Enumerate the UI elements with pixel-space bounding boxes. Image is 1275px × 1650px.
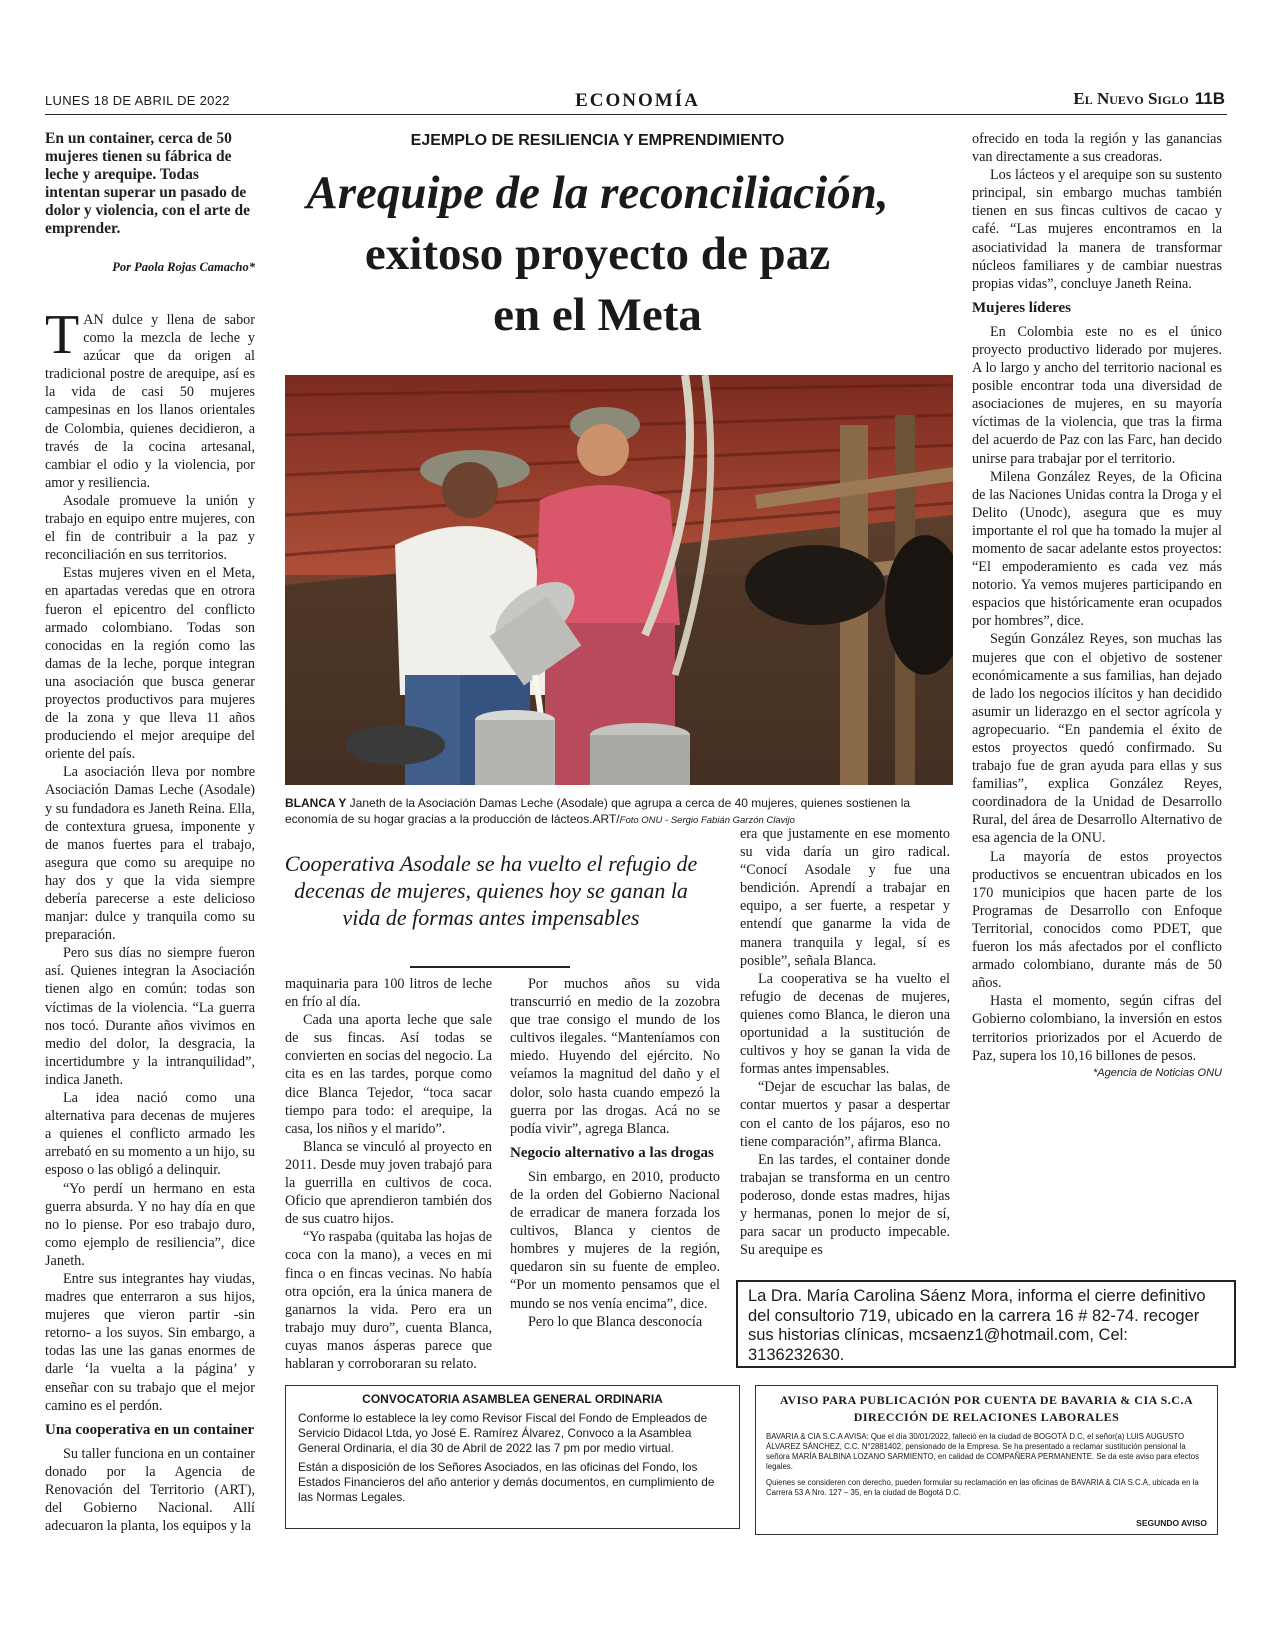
masthead xyxy=(1073,89,1225,109)
ad-title: AVISO PARA PUBLICACIÓN POR CUENTA DE BAVARIA & CIA S.C.A xyxy=(779,1393,1194,1407)
paragraph: “Yo perdí un hermano en esta guerra absurda. Y no hay día en que no lo piense. Por eso trabajo duro, como ejemplo de resiliencia”, dice Janeth. xyxy=(45,1180,255,1269)
ad-text: BAVARIA & CIA S.C.A AVISA: Que el día 30/01/2022, falleció en la ciudad de BOGOTÁ D.C, el señor(a) LUIS AUGUSTO ÁLVAREZ SÁNCHEZ, C.C. N°2881402, pensionado de la Empresa. Se ha presentado a reclamar sustitución pensional la señora MARÍA BALBINA LOZANO SARMIENTO, en calidad de COMPAÑERA PERMANENTE. Se da este aviso para efectos legales. xyxy=(766,1432,1200,1471)
column-1 xyxy=(45,130,255,1535)
classified-consultorio: La Dra. María Carolina Sáenz Mora, informa el cierre definitivo del consultorio 719, ubicado en la carrera 16 # 82-74. recoger sus historias clínicas, mcsaenz1@hotmail.com, Cel: 3136232630. xyxy=(736,1280,1236,1368)
paragraph: Pero lo que Blanca desconocía xyxy=(528,1313,703,1330)
paragraph: La cooperativa se ha vuelto el refugio de decenas de mujeres, quienes como Blanca, le dieron una oportunidad a la sustitución de cultivos y hoy se ganan la vida de formas antes impensables. xyxy=(740,970,950,1078)
ad-text: Quienes se consideren con derecho, pueden formular su reclamación en las oficinas de BAVARIA & CIA S.C.A, ubicada en la Carrera 53 A Nro. 127 – 35, en la ciudad de Bogotá D.C. xyxy=(766,1478,1199,1497)
paragraph: Los lácteos y el arequipe son su sustento principal, sin embargo muchas también tienen en sus fincas cultivos de cacao y café. “Las mujeres encontramos en la asociatividad la manera de transformar núcleos familiares y de cambiar nuestras propias vidas”, concluye Janeth Reina. xyxy=(972,167,1222,292)
ad-subtitle: DIRECCIÓN DE RELACIONES LABORALES xyxy=(853,1410,1120,1424)
paragraph: Cada una aporta leche que sale de sus fincas. Así todas se convierten en socias del negocio. La cita es en las tardes, porque como dice Blanca Tejedor, “toca sacar tiempo para todo: el arequipe, la casa, los niños y el marido”. xyxy=(285,1012,492,1137)
paragraph: era que justamente en ese momento su vida daría un giro radical. “Conocí Asodale y fue una bendición. Aprendí a trabajar en equipo, a ser fuerte, a respetar y entendí que ganarme la vida de manera tranquila y legal, sí es posible”, señala Blanca. xyxy=(740,826,950,969)
byline: Por Paola Rojas Camacho* xyxy=(112,260,255,274)
paragraph: La mayoría de estos proyectos productivos se encuentran ubicados en los 170 municipios que hacen parte de los Programas de Desarrollo con Enfoque Territorial, conocidos como PDET, que fueron los más afectados por el conflicto armado colombiano, durante más de 50 años. xyxy=(972,848,1222,992)
section-title: ECONOMÍA xyxy=(575,90,700,111)
page-number: 11B xyxy=(1194,89,1225,108)
column-2 xyxy=(285,975,492,1373)
paragraph: Según González Reyes, son muchas las mujeres que con el objetivo de sostener económicamente a sus familias, han dejado de lado los negocios ilícitos y han decidido asumir un liderazgo en el sector agrícola y agropecuario. “En pandemia el éxito de estos proyectos quedó confirmado. Su trabajo fue de gran ayuda para ellas y sus familias”, explica González Reyes, coordinadora de la Unidad de Desarrollo Rural, del área de Desarrollo Alternativo de esa agencia de la ONU. xyxy=(972,631,1222,847)
column-4 xyxy=(740,825,950,1259)
ad-footer: SEGUNDO AVISO xyxy=(1136,1518,1207,1528)
paragraph: En Colombia este no es el único proyecto productivo liderado por mujeres. A lo largo y ancho del territorio nacional es posible encontrar toda una diversidad de asociaciones de mujeres, en su mayoría víctimas de la violencia, que tras la firma del acuerdo de Paz con las Farc, han decido unirse para trabajar por el territorio. xyxy=(972,323,1222,467)
headline xyxy=(270,163,925,346)
column-5 xyxy=(972,130,1222,1079)
article-lead: En un container, cerca de 50 mujeres tienen su fábrica de leche y arequipe. Todas intentan superar un pasado de dolor y violencia, con el arte de emprender. xyxy=(45,130,251,237)
pull-quote-rule xyxy=(410,966,570,968)
paragraph: En las tardes, el container donde trabajan se transforma en un centro poderoso, donde estas madres, hijas y hermanas, ponen lo mejor de sí, para sacar un producto impecable. Su arequipe es xyxy=(740,1151,950,1259)
paragraph: Por muchos años su vida transcurrió en medio de la zozobra que trae consigo el mundo de los cultivos ilegales. “Manteníamos con miedo. Huyendo del ejército. No veíamos la magnitud del daño y el dolor, solo hasta cuando empezó la guerra por las drogas. Acá no se podía vivir”, agrega Blanca. xyxy=(510,976,720,1137)
paragraph: TAN dulce y llena de sabor como la mezcla de leche y azúcar que da origen al tradicional postre de arequipe, así es la vida de casi 50 mujeres campesinas en los llanos orientales de Colombia, quienes decidieron, a través de la cocina artesanal, cambiar el odio y la violencia, por amor y resiliencia. xyxy=(45,304,255,491)
paragraph: Asodale promueve la unión y trabajo en equipo entre mujeres, con el fin de contribuir a la paz y reconciliación en sus territorios. xyxy=(45,492,255,564)
paragraph: Estas mujeres viven en el Meta, en apartadas veredas que en otrora fueron el epicentro del conflicto armado colombiano. Todas son conocidas en la región como las damas de la leche, porque integran una asociación que busca generar proyectos productivos para mujeres de la zona y que lleva 11 años produciendo el mejor arequipe del oriente del país. xyxy=(45,565,255,763)
classified-bavaria xyxy=(755,1385,1218,1535)
photo-credit: Foto ONU - Sergio Fabián Garzón Clavijo xyxy=(619,815,795,826)
paragraph: maquinaria para 100 litros de leche en frío al día. xyxy=(285,976,492,1011)
headline-line: Arequipe de la reconciliación, xyxy=(306,167,889,219)
pull-quote: Cooperativa Asodale se ha vuelto el refugio de decenas de mujeres, quienes hoy se ganan la vida de formas antes impensables xyxy=(284,851,698,930)
photo-caption: BLANCA Y Janeth de la Asociación Damas Leche (Asodale) que agrupa a cerca de 40 mujeres, quienes sostienen la economía de su hogar gracias a la producción de lácteos.ART/Foto ONU - Sergio Fabián Garzón Clavijo xyxy=(285,796,911,826)
paragraph: Sin embargo, en 2010, producto de la orden del Gobierno Nacional de erradicar de manera forzada los cultivos, Blanca y cientos de hombres y mujeres de la región, quedaron sin su fuente de empleo. “Por un momento pensamos que el mundo se nos venía encima”, dice. xyxy=(510,1168,720,1312)
paragraph: Blanca se vinculó al proyecto en 2011. Desde muy joven trabajó para la guerrilla en cultivos de coca. Oficio que aprendieron también dos de sus cuatro hijos. xyxy=(285,1138,492,1228)
paragraph: ofrecido en toda la región y las ganancias van directamente a sus creadoras. xyxy=(972,131,1222,166)
paragraph: Milena González Reyes, de la Oficina de las Naciones Unidas contra la Droga y el Delito (Unodc), asegura que es muy importante el rol que ha tomado la mujer al momento de sacar adelante estos proyectos: “El empoderamiento es cada vez más notorio. Ya vemos mujeres participando en espacios que históricamente eran ocupados por hombres”, dice. xyxy=(972,468,1222,630)
paragraph: Hasta el momento, según cifras del Gobierno colombiano, la inversión en estos territorios priorizados por el Acuerdo de Paz, supera los 10,16 billones de pesos. xyxy=(972,993,1222,1064)
header-rule xyxy=(45,114,1227,115)
subheading: Una cooperativa en un container xyxy=(45,1421,255,1438)
paragraph: Pero sus días no siempre fueron así. Quienes integran la Asociación tienen algo en común: todas son víctimas de la violencia. “La guerra nos tocó. Durante años vivimos en medio del dolor, la desgracia, la incertidumbre y la intranquilidad”, indica Janeth. xyxy=(45,945,255,1088)
paragraph: “Yo raspaba (quitaba las hojas de coca con la mano), a veces en mi finca o en fincas vecinas. No había otra opción, era la única manera de ganarnos la vida. Pero era un trabajo muy duro”, cuenta Blanca, cuyas manos ásperas parece que hablaran y corroboraran su relato. xyxy=(285,1229,492,1372)
paragraph: La asociación lleva por nombre Asociación Damas Leche (Asodale) y su fundadora es Janeth Reina. Ella, de contextura gruesa, imponente y de manos fuertes para el trabajo, asegura que como su arequipe no hay dos y que la vida siempre debería parecerse a este delicioso manjar: dulce y tranquila como su preparación. xyxy=(45,764,255,944)
ad-text: Conforme lo establece la ley como Revisor Fiscal del Fondo de Empleados de Servicio Didacol Ltda, yo José E. Ramírez Álvarez, Convoco a la Asamblea General Ordinaria, el día 30 de Abril de 2022 las 7 pm por medio virtual. xyxy=(298,1411,708,1455)
paragraph: “Dejar de escuchar las balas, de contar muertos y pasar a despertar con el canto de los pájaros, eso no tiene comparación”, afirma Blanca. xyxy=(740,1079,950,1150)
headline-line: exitoso proyecto de paz xyxy=(364,228,831,280)
paper-name: El Nuevo Siglo xyxy=(1073,89,1189,108)
ad-text: Están a disposición de los Señores Asociados, en las oficinas del Fondo, los Estados Financieros del año anterior y demás documentos, en cumplimiento de las Normas Legales. xyxy=(298,1460,715,1504)
drop-cap: T xyxy=(45,304,80,366)
subheading: Mujeres líderes xyxy=(972,299,1072,316)
column-3 xyxy=(510,975,720,1331)
kicker: EJEMPLO DE RESILIENCIA Y EMPRENDIMIENTO xyxy=(410,132,785,149)
photo-illustration xyxy=(285,375,953,785)
headline-line: en el Meta xyxy=(493,289,702,341)
women-pouring-milk-photo xyxy=(285,375,953,785)
paragraph: Entre sus integrantes hay viudas, madres que enterraron a sus hijos, mujeres que vieron partir -sin retorno- a los suyos. Sin embargo, a todas las une las ganas enormes de darle ‘la vuelta a la página’ y enseñar con su trabajo que el mejor camino es el perdón. xyxy=(45,1270,255,1414)
classified-asamblea xyxy=(285,1385,740,1529)
ad-title: CONVOCATORIA ASAMBLEA GENERAL ORDINARIA xyxy=(362,1392,663,1406)
footnote: *Agencia de Noticias ONU xyxy=(1092,1066,1222,1079)
paragraph: Su taller funciona en un container donado por la Agencia de Renovación del Territorio (ART), del Gobierno Nacional. Allí adecuaron la planta, los equipos y la xyxy=(45,1445,255,1535)
issue-date: LUNES 18 DE ABRIL DE 2022 xyxy=(45,93,230,108)
subheading: Negocio alternativo a las drogas xyxy=(510,1144,714,1161)
paragraph: La idea nació como una alternativa para decenas de mujeres a quienes el conflicto armado les arrebató en su momento a un hijo, su esposo o las obligó a delinquir. xyxy=(45,1090,255,1179)
